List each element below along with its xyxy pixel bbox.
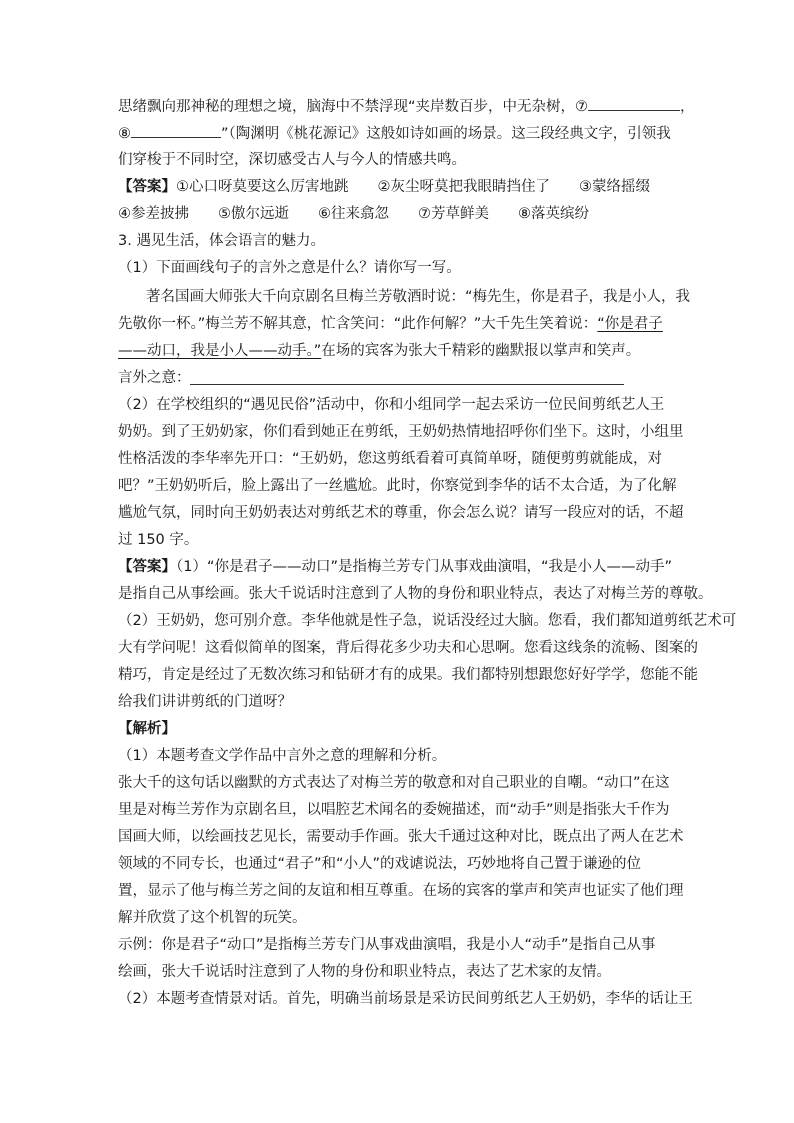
text-segment: 先敬你一杯。”梅兰芳不解其意，忙含笑问：“此作何解？”大千先生笑着说： — [118, 316, 598, 332]
text-line: ④参差披拂 ⑤傲尔远逝 ⑥往来翕忽 ⑦芳草鲜美 ⑧落英缤纷 — [118, 206, 589, 222]
text-line — [118, 314, 688, 334]
underlined-sentence: “你是君子 — [597, 316, 663, 332]
text-line: 奶奶。到了王奶奶家，你们看到她正在剪纸，王奶奶热情地招呼你们坐下。这时，小组里 — [118, 424, 684, 440]
answer-line — [118, 177, 688, 197]
text-line: 们穿梭于不同时空，深切感受古人与今人的情感共鸣。 — [118, 152, 466, 168]
text-line: 领域的不同专长，也通过“君子”和“小人”的戏谑说法，巧妙地将自己置于谦逊的位 — [118, 856, 642, 872]
text-line: 国画大师，以绘画技艺见长，需要动手作画。张大千通过这种对比，既点出了两人在艺术 — [118, 829, 684, 845]
text-line — [118, 96, 695, 117]
analysis-tag: 【解析】 — [118, 721, 176, 737]
text-segment: （1）“你是君子——动口”是指梅兰芳专门从事戏曲演唱，“我是小人——动手” — [176, 559, 673, 575]
text-segment: ①心口呀莫要这么厉害地跳 ②灰尘呀莫把我眼睛挡住了 ③蒙络摇缀 — [176, 179, 650, 195]
text-line: 给我们讲讲剪纸的门道呀？ — [118, 694, 292, 710]
text-line: 尴尬气氛，同时向王奶奶表达对剪纸艺术的尊重，你会怎么说？请写一段应对的话，不超 — [118, 505, 684, 521]
text-line — [118, 123, 688, 144]
text-line: 过 150 字。 — [118, 532, 199, 548]
text-segment: 在场的宾客为张大千精彩的幽默报以掌声和笑声。 — [321, 343, 641, 359]
answer-blank-line — [190, 384, 624, 385]
text-segment: ， — [680, 99, 695, 115]
text-line: （2）王奶奶，您可别介意。李华他就是性子急，说话没经过大脑。您看，我们都知道剪纸艺术可 — [118, 613, 737, 629]
answer-field-line — [118, 368, 688, 388]
text-line: 是指自己从事绘画。张大千说话时注意到了人物的身份和职业特点，表达了对梅兰芳的尊敬。 — [118, 586, 713, 602]
text-line: 吧？”王奶奶听后，脸上露出了一丝尴尬。此时，你察觉到李华的话不太合适，为了化解 — [118, 478, 677, 494]
underlined-sentence: ——动口，我是小人——动手。” — [118, 343, 322, 359]
text-line: （2）本题考查情景对话。首先，明确当前场景是采访民间剪纸艺人王奶奶，李华的话让王 — [118, 991, 693, 1007]
text-line: 大有学问呢！这看似简单的图案，背后得花多少功夫和心思啊。您看这线条的流畅、图案的 — [118, 640, 698, 656]
answer-line — [118, 557, 688, 577]
text-segment: 思绪飘向那神秘的理想之境，脑海中不禁浮现“夹岸数百步，中无杂树，⑦ — [118, 99, 589, 115]
text-segment: ⑧ — [118, 126, 131, 142]
fill-blank-8 — [131, 123, 221, 138]
answer-tag: 【答案】 — [118, 179, 176, 195]
text-line: （1）下面画线句子的言外之意是什么？请你写一写。 — [118, 260, 461, 276]
text-line — [118, 341, 688, 361]
text-line: （1）本题考查文学作品中言外之意的理解和分析。 — [118, 748, 447, 764]
answer-tag: 【答案】 — [118, 559, 176, 575]
text-line: 解并欣赏了这个机智的玩笑。 — [118, 910, 307, 926]
text-line: 里是对梅兰芳作为京剧名旦，以唱腔艺术闻名的委婉描述，而“动手”则是指张大千作为 — [118, 802, 670, 818]
text-line: 置，显示了他与梅兰芳之间的友谊和相互尊重。在场的宾客的掌声和笑声也证实了他们理 — [118, 883, 684, 899]
text-line: 绘画，张大千说话时注意到了人物的身份和职业特点，表达了艺术家的友情。 — [118, 964, 611, 980]
text-line: 示例：你是君子“动口”是指梅兰芳专门从事戏曲演唱，我是小人“动手”是指自己从事 — [118, 937, 656, 953]
text-line: 性格活泼的李华率先开口：“王奶奶，您这剪纸看着可真简单呀，随便剪剪就能成，对 — [118, 451, 663, 467]
text-segment: ”（陶渊明《桃花源记》这般如诗如画的场景。这三段经典文字，引领我 — [221, 126, 671, 142]
answer-field-label: 言外之意： — [118, 370, 191, 386]
text-line: 张大千的这句话以幽默的方式表达了对梅兰芳的敬意和对自己职业的自嘲。“动口”在这 — [118, 775, 670, 791]
fill-blank-7 — [588, 96, 680, 111]
text-line: 精巧，肯定是经过了无数次练习和钻研才有的成果。我们都特别想跟您好好学学，您能不能 — [118, 667, 698, 683]
text-line: 著名国画大师张大千向京剧名旦梅兰芳敬酒时说：“梅先生，你是君子，我是小人，我 — [146, 289, 691, 305]
question-heading: 3. 遇见生活，体会语言的魅力。 — [118, 233, 325, 249]
text-line: （2）在学校组织的“遇见民俗”活动中，你和小组同学一起去采访一位民间剪纸艺人王 — [118, 397, 665, 413]
